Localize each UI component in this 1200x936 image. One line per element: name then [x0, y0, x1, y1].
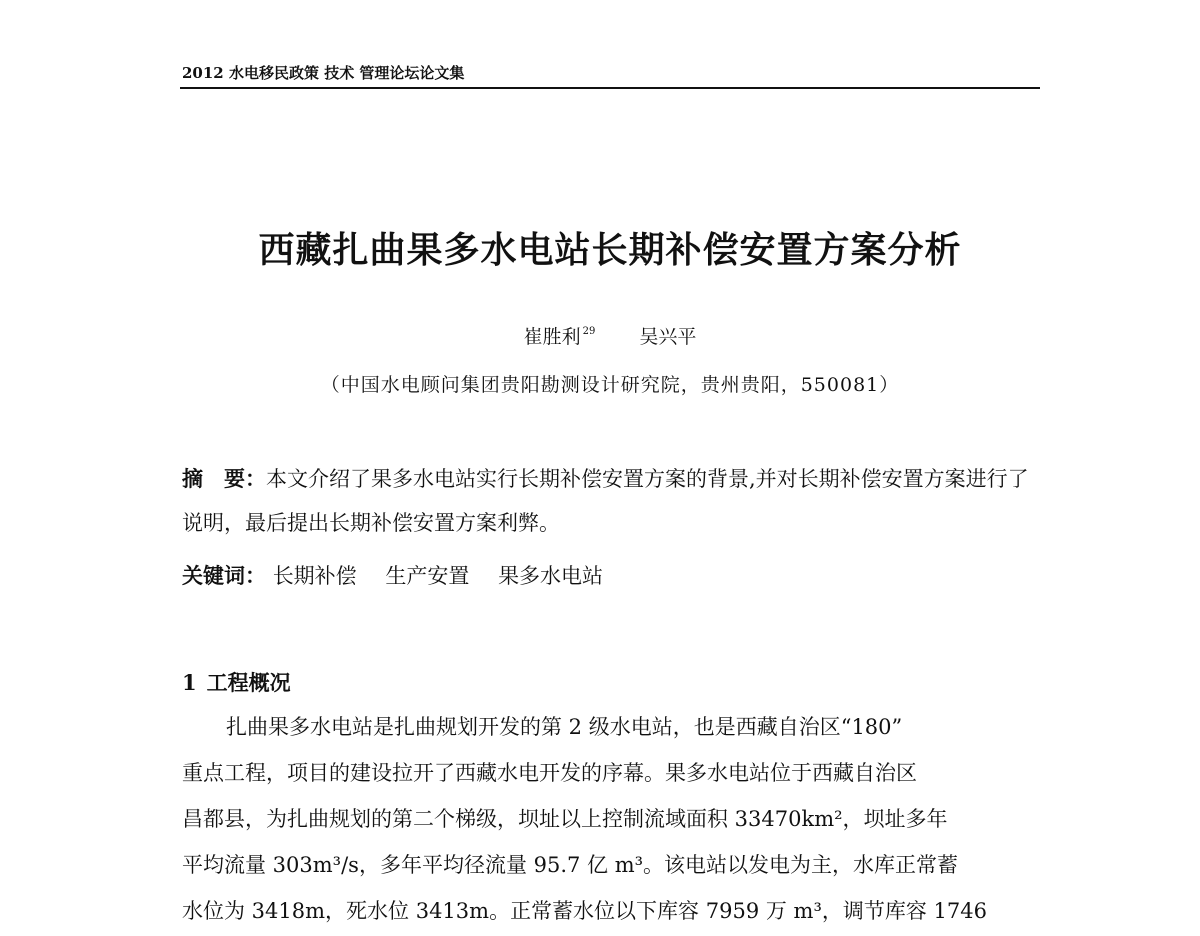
running-header: 2012 水电移民政策 技术 管理论坛论文集 — [182, 64, 465, 82]
author-name: 崔胜利 — [523, 326, 581, 348]
body-line: 昌都县，为扎曲规划的第二个梯级，坝址以上控制流域面积 33470km²，坝址多年 — [182, 807, 948, 831]
author-name: 吴兴平 — [639, 326, 697, 348]
body-line: 重点工程，项目的建设拉开了西藏水电开发的序幕。果多水电站位于西藏自治区 — [182, 761, 917, 785]
section-title: 工程概况 — [206, 670, 291, 695]
keyword: 生产安置 — [385, 564, 470, 588]
author-footnote-marker: 29 — [582, 326, 596, 337]
keyword: 果多水电站 — [498, 564, 604, 588]
body-text — [182, 704, 1042, 934]
body-line: 水位为 3418m，死水位 3413m。正常蓄水位以下库容 7959 万 m³，调节库容 1746 — [182, 899, 987, 923]
keywords-label: 关键词： — [182, 563, 266, 588]
keywords — [182, 560, 625, 590]
affiliation: （中国水电顾问集团贵阳勘测设计研究院，贵州贵阳，550081） — [320, 374, 900, 396]
abstract — [182, 457, 1042, 545]
abstract-label: 摘 要： — [182, 466, 266, 491]
section-number: 1 — [182, 670, 197, 695]
section-heading — [182, 667, 291, 697]
abstract-text: 本文介绍了果多水电站实行长期补偿安置方案的背景,并对长期补偿安置方案进行了说明，最后提出长期补偿安置方案利弊。 — [182, 467, 1029, 535]
body-line: 扎曲果多水电站是扎曲规划开发的第 2 级水电站，也是西藏自治区“180” — [226, 715, 903, 739]
body-line: 平均流量 303m³/s，多年平均径流量 95.7 亿 m³。该电站以发电为主，水库正常蓄 — [182, 853, 959, 877]
author-line — [0, 322, 1200, 349]
keyword: 长期补偿 — [272, 564, 357, 588]
header-rule — [180, 87, 1040, 89]
paper-title: 西藏扎曲果多水电站长期补偿安置方案分析 — [258, 229, 962, 271]
